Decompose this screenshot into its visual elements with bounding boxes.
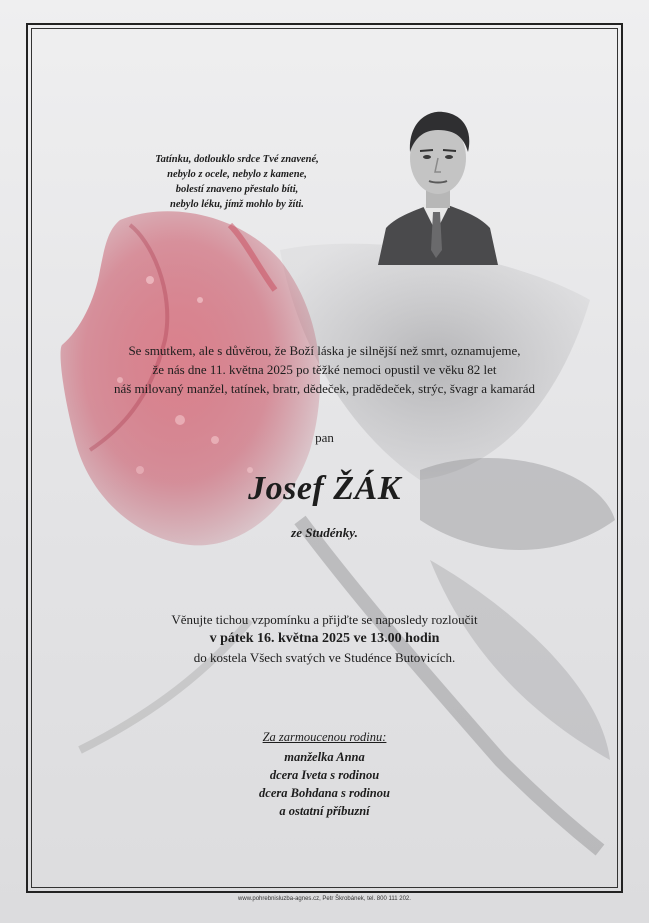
poem-line: Tatínku, dotlouklo srdce Tvé znavené,	[155, 154, 319, 165]
funeral-datetime: v pátek 16. května 2025 ve 13.00 hodin	[209, 631, 440, 646]
mourner-entry: dcera Bohdana s rodinou	[259, 786, 390, 800]
mourners-heading: Za zarmoucenou rodinu:	[262, 730, 387, 744]
funeral-place: do kostela Všech svatých ve Studénce Butovicích.	[193, 650, 456, 665]
announcement-line: Se smutkem, ale s důvěrou, že Boží láska je silnější než smrt, oznamujeme,	[128, 343, 521, 358]
deceased-origin: ze Studénky.	[291, 525, 358, 540]
honorific-title: pan	[315, 430, 334, 445]
farewell-invitation: Věnujte tichou vzpomínku a přijďte se naposledy rozloučit	[171, 612, 478, 627]
poem-verse	[112, 152, 362, 212]
mourner-entry: dcera Iveta s rodinou	[269, 768, 380, 782]
poem-line: nebylo léku, jímž mohlo by žíti.	[170, 199, 304, 210]
announcement-line: že nás dne 11. května 2025 po těžké nemoci opustil ve věku 82 let	[152, 362, 497, 377]
mourner-entry: a ostatní příbuzní	[279, 804, 370, 818]
farewell-info	[40, 610, 609, 667]
portrait-photo	[378, 100, 498, 265]
announcement-line: náš milovaný manžel, tatínek, bratr, dědeček, pradědeček, strýc, švagr a kamarád	[113, 381, 536, 396]
poem-line: bolestí znaveno přestalo bíti,	[175, 184, 299, 195]
mourners-list	[0, 728, 649, 820]
deceased-name: Josef ŽÁK	[248, 470, 401, 507]
mourner-entry: manželka Anna	[284, 750, 365, 764]
poem-line: nebylo z ocele, nebylo z kamene,	[167, 169, 307, 180]
funeral-service-footer: www.pohrebnisluzba-agnes.cz, Petr Škrobánek, tel. 800 111 202.	[238, 896, 411, 902]
announcement-text	[40, 341, 609, 398]
